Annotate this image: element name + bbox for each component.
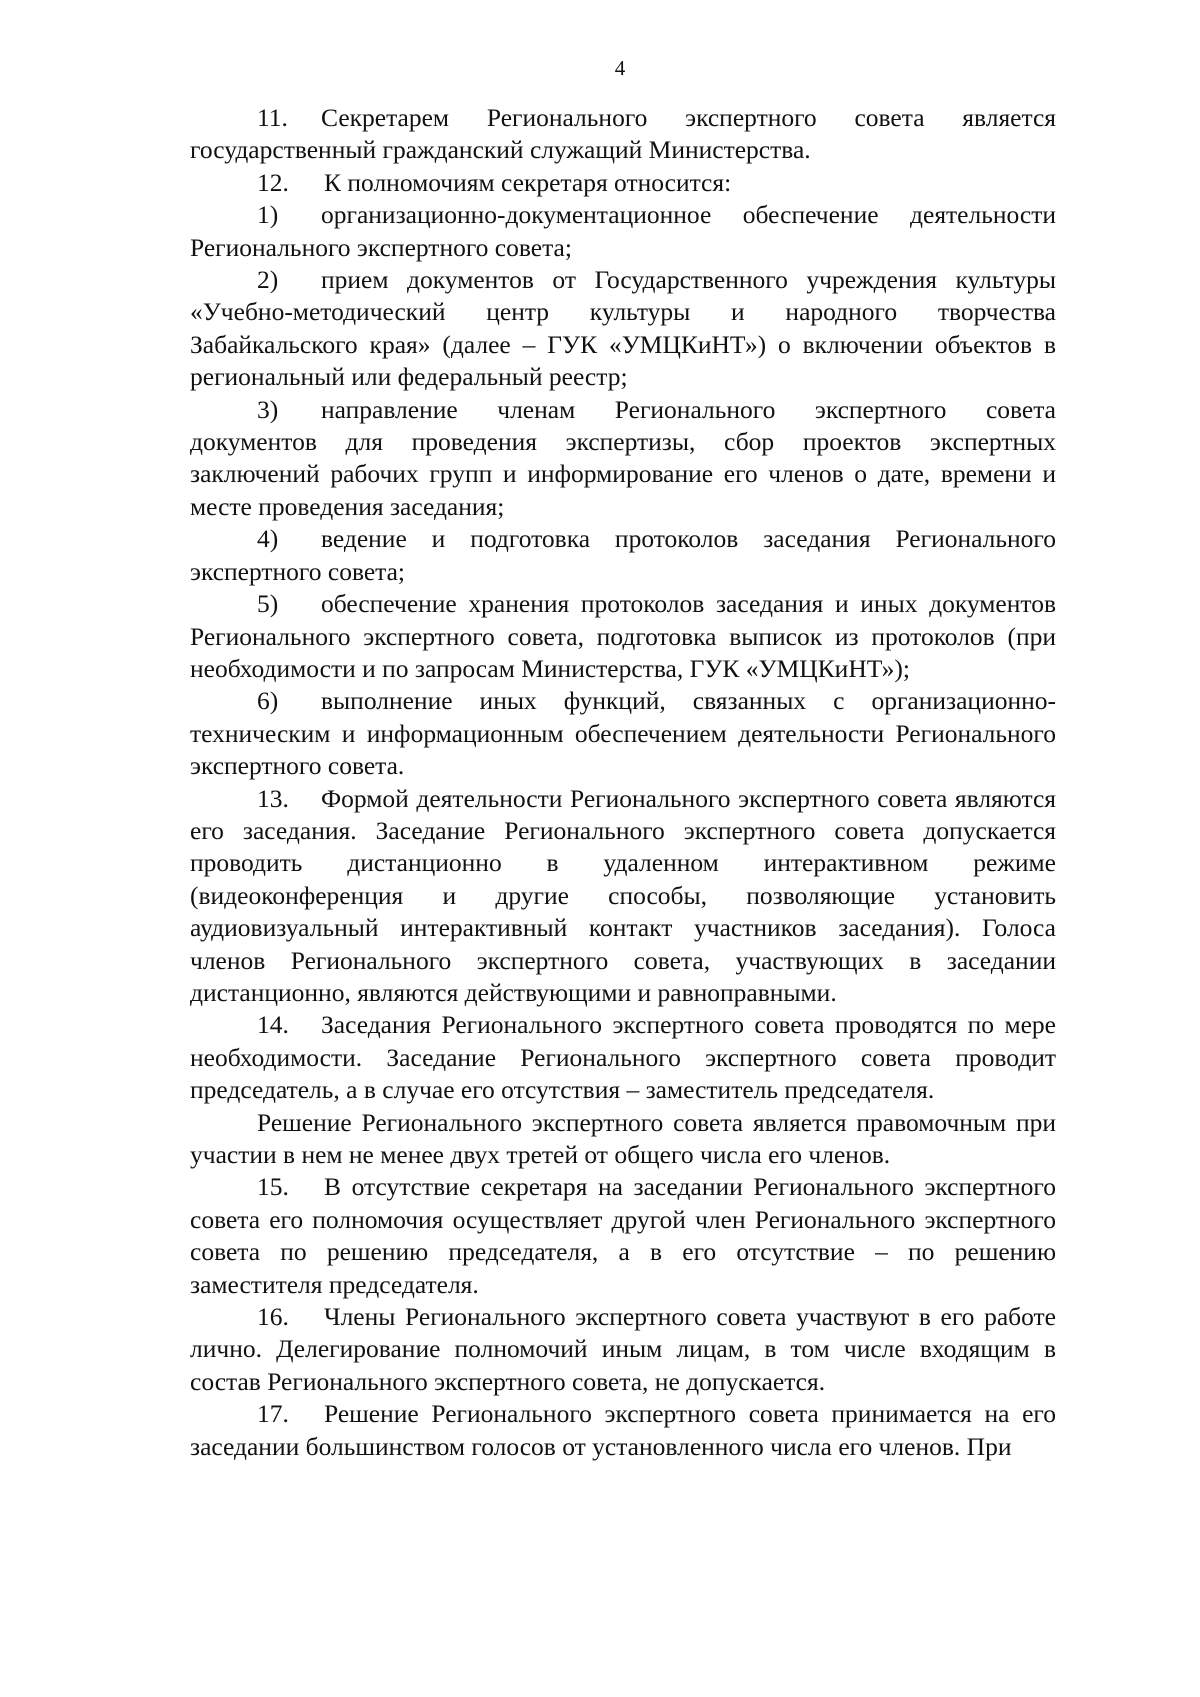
list-item-number: 5) [257,589,279,619]
list-item-text: прием документов от Государственного учреждения культуры «Учебно-методический центр культуры и народного творчества Забайкальского края» (далее – ГУК «УМЦКиНТ») о включении объектов в региональный или федеральный реестр; [190,265,1056,392]
list-item-number: 4) [257,524,279,554]
paragraph-11 [190,102,1056,167]
paragraph-text: Решение Регионального экспертного совета принимается на его заседании большинством голосов от установленного числа его членов. При [190,1399,1056,1461]
paragraph-17 [190,1398,1056,1463]
list-item-text: выполнение иных функций, связанных с организационно-техническим и информационным обеспечением деятельности Регионального экспертного совета. [190,686,1056,781]
paragraph-16 [190,1301,1056,1398]
paragraph-text: Секретарем Регионального экспертного совета является государственный гражданский служащий Министерства. [190,103,1056,165]
list-item-number: 1) [257,200,279,230]
list-item-5 [190,588,1056,685]
paragraph-13 [190,783,1056,1010]
list-item-text: организационно-документационное обеспечение деятельности Регионального экспертного совета; [190,200,1056,262]
document-body [190,102,1056,1463]
list-item-3 [190,394,1056,524]
paragraph-text: К полномочиям секретаря относится: [324,167,732,197]
paragraph-text: В отсутствие секретаря на заседании Регионального экспертного совета его полномочия осуществляет другой член Регионального экспертного совета по решению председателя, а в его отсутствие – по решению заместителя председателя. [190,1172,1056,1299]
paragraph-number: 17. [257,1399,289,1429]
list-item-text: ведение и подготовка протоколов заседания Регионального экспертного совета; [190,524,1056,586]
paragraph-number: 11. [257,103,288,132]
paragraph-number: 14. [257,1010,289,1040]
list-item-1 [190,199,1056,264]
list-item-2 [190,264,1056,394]
paragraph-12 [190,167,1056,199]
paragraph-text: Члены Регионального экспертного совета участвуют в его работе лично. Делегирование полномочий иным лицам, в том числе входящим в состав Регионального экспертного совета, не допускается. [190,1302,1056,1396]
list-item-4 [190,523,1056,588]
list-item-text: обеспечение хранения протоколов заседания и иных документов Регионального экспертного совета, подготовка выписок из протоколов (при необходимости и по запросам Министерства, ГУК «УМЦКиНТ»); [190,589,1056,683]
paragraph-text: Формой деятельности Регионального экспертного совета являются его заседания. Заседание Регионального экспертного совета допускается проводить дистанционно в удаленном интерактивном режиме (видеоконференция и другие способы, позволяющие установить аудиовизуальный интерактивный контакт участников заседания). Голоса членов Регионального экспертного совета, участвующих в заседании дистанционно, являются действующими и равноправными. [190,783,1056,1007]
paragraph-text: Решение Регионального экспертного совета является правомочным при участии в нем не менее двух третей от общего числа его членов. [190,1107,1056,1169]
list-item-number: 2) [257,265,279,295]
list-item-number: 6) [257,686,279,716]
paragraph-number: 12. [257,167,289,197]
paragraph-14-continuation [190,1107,1056,1172]
paragraph-number: 16. [257,1302,289,1332]
list-item-text: направление членам Регионального экспертного совета документов для проведения экспертизы, сбор проектов экспертных заключений рабочих групп и информирование его членов о дате, времени и месте проведения заседания; [190,394,1056,521]
list-item-6 [190,685,1056,782]
paragraph-15 [190,1171,1056,1301]
paragraph-number: 15. [257,1172,289,1202]
paragraph-number: 13. [257,783,289,813]
page-number: 4 [614,56,626,80]
paragraph-14 [190,1009,1056,1106]
list-item-number: 3) [257,394,279,424]
paragraph-text: Заседания Регионального экспертного совета проводятся по мере необходимости. Заседание Регионального экспертного совета проводит председатель, а в случае его отсутствия – заместитель председателя. [190,1010,1056,1105]
